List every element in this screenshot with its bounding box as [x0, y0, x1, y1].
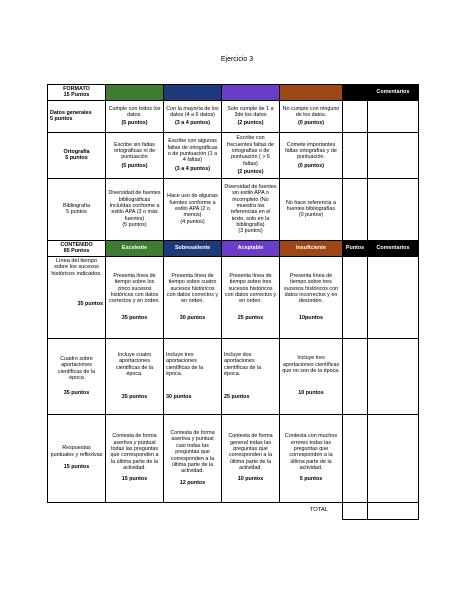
contenido-points: 85 Puntos	[63, 248, 90, 255]
formato-points: 15 Puntos	[63, 92, 90, 99]
level-points: 25 puntos	[237, 314, 264, 321]
level-text: Escribe sin faltas ortográficas ni de puntuación	[113, 141, 156, 161]
criterion-label: Línea del tiempo sobre los sucesos históricos indicados.	[51, 257, 102, 277]
criterion-cell	[48, 178, 106, 240]
criterion-points: 5 puntos	[65, 155, 88, 162]
level-points: (3 a 4 puntos)	[174, 120, 211, 127]
level-cell	[222, 100, 280, 132]
level-cell	[222, 132, 280, 178]
table-row	[48, 100, 419, 132]
level-text: Contesta de forma general todas las preguntas que corresponden a la última parte de la actividad.	[228, 433, 273, 472]
points-input-cell[interactable]	[343, 178, 368, 240]
table-row	[48, 338, 419, 414]
comment-input-cell[interactable]	[368, 256, 419, 338]
aceptable-header: Aceptable	[222, 240, 280, 256]
formato-comentarios-header: Comentarios	[368, 85, 419, 101]
total-comment-cell[interactable]	[368, 502, 419, 519]
level-cell	[222, 338, 280, 414]
page-title: Ejercicio 3	[220, 56, 254, 63]
level-text: Contesta de forma asertiva y puntual casi todas las preguntas que corresponden a la última parte de la actividad.	[170, 430, 215, 475]
table-row	[48, 178, 419, 240]
level-points: 10 puntos	[298, 390, 324, 397]
level-points: (5 puntos)	[121, 162, 148, 169]
formato-header-row	[48, 85, 419, 101]
sobresaliente-header: Sobresaliente	[164, 240, 222, 256]
level-cell	[280, 100, 343, 132]
points-input-cell[interactable]	[343, 256, 368, 338]
level-text: Incluye tres aportaciones científicas que no son de la época.	[282, 355, 340, 374]
level-text: Presenta línea de tiempo sobre tres sucesos históricos con datos incorrectos y en desorden.	[283, 272, 339, 305]
points-input-cell[interactable]	[343, 100, 368, 132]
level-cell	[106, 100, 164, 132]
level-text: Presenta línea de tiempo sobre tres sucesos históricos con datos correctos y en orden.	[224, 272, 277, 305]
level-cell	[106, 132, 164, 178]
level-points: 15 puntos	[121, 476, 148, 483]
criterion-points: 15 puntos	[63, 464, 90, 471]
level-points: (0 puntos)	[298, 212, 324, 219]
criterion-cell	[48, 132, 106, 178]
aceptable-color-cell	[222, 85, 280, 101]
comment-input-cell[interactable]	[368, 338, 419, 414]
level-points: (3 a 4 puntos)	[174, 165, 211, 172]
criterion-points: 35 puntos	[77, 301, 103, 308]
table-row	[48, 132, 419, 178]
level-text: Incluye tres aportaciones científicas de la época.	[166, 352, 204, 378]
level-text: Cumple con todos los datos.	[108, 105, 161, 119]
level-cell	[106, 256, 164, 338]
points-input-cell[interactable]	[343, 414, 368, 502]
level-cell	[164, 414, 222, 502]
level-points: (0 puntos)	[297, 162, 325, 169]
sobresaliente-color-cell	[164, 85, 222, 101]
level-points: (3 puntos)	[238, 228, 263, 235]
level-cell	[280, 414, 343, 502]
comment-input-cell[interactable]	[368, 414, 419, 502]
level-text: No hace referencia a fuentes bibliografías	[285, 199, 337, 213]
points-input-cell[interactable]	[343, 132, 368, 178]
level-text: Contesta con muchos errores todas las preguntas que corresponden a la última parte de la actividad.	[284, 433, 338, 472]
criterion-cell	[48, 100, 106, 132]
insuficiente-header: Insuficiente	[280, 240, 343, 256]
level-points: (2 puntos)	[237, 169, 264, 175]
comment-input-cell[interactable]	[368, 132, 419, 178]
criterion-points: 5 puntos	[66, 209, 87, 216]
criterion-label: Respuestas puntuales y reflexivas	[50, 445, 103, 458]
level-text: Solo cumple de 1 a 3de los datos	[227, 105, 274, 119]
level-cell	[164, 132, 222, 178]
level-text: Comete importantes faltas ortografías y de puntuación.	[285, 141, 337, 161]
level-text: Presenta línea de tiempo sobre cuatro sucesos históricos con datos correctos y en orden.	[166, 272, 219, 305]
level-cell	[106, 338, 164, 414]
level-text: Hace uso de algunas fuentes conforme a estilo APA (2 o menos)	[167, 193, 218, 219]
level-points: 30 puntos	[166, 393, 192, 400]
total-points-cell[interactable]	[343, 502, 368, 519]
formato-label: FORMATO	[63, 86, 90, 92]
level-text: Diversidad de fuentes bibliográficas Incluídas conforme a estilo APA (3 o más fuentes)	[108, 190, 161, 222]
criterion-cell	[48, 338, 106, 414]
contenido-header-row	[48, 240, 419, 256]
level-points: (0 puntos)	[297, 120, 325, 127]
level-cell	[280, 178, 343, 240]
puntos-header: Puntos	[343, 240, 368, 256]
level-cell	[280, 256, 343, 338]
level-text: No cumple con ninguno de los datos.	[282, 105, 340, 119]
level-cell	[106, 178, 164, 240]
level-points: (2 puntos)	[237, 120, 264, 127]
criterion-label: Datos generales	[50, 109, 92, 116]
level-cell	[280, 338, 343, 414]
rubric-table	[47, 84, 419, 520]
criterion-label: Bibliografía	[63, 202, 90, 209]
comment-input-cell[interactable]	[368, 178, 419, 240]
puntos-color-cell	[343, 85, 368, 101]
level-cell	[222, 178, 280, 240]
level-points: (4 puntos)	[180, 218, 205, 225]
contenido-comentarios-header: Comentarios	[368, 240, 419, 256]
level-text: Escribe con frecuentes faltas de ortografías o de puntuación ( > 5 faltas)	[226, 135, 275, 167]
points-input-cell[interactable]	[343, 338, 368, 414]
criterion-label: Ortografía	[63, 148, 90, 155]
level-text: Incluye cuatro aportaciones científicas de la época.	[115, 352, 154, 378]
criterion-cell	[48, 414, 106, 502]
criterion-label: Cuadro sobre aportaciones científicas de la época	[57, 356, 96, 382]
level-points: 35 puntos	[121, 314, 148, 321]
level-points: 5 puntos	[299, 476, 323, 483]
level-text: Contesta de forma asertiva y puntual todas las preguntas que corresponden a la última parte de la actividad.	[110, 433, 159, 472]
total-row	[48, 502, 419, 519]
level-cell	[280, 132, 343, 178]
comment-input-cell[interactable]	[368, 100, 419, 132]
level-cell	[106, 414, 164, 502]
level-points: 12 puntos	[179, 479, 206, 486]
criterion-points: 5 puntos	[50, 116, 73, 123]
level-points: (5 puntos)	[121, 120, 148, 127]
contenido-label: CONTENIDO	[60, 241, 93, 248]
level-points: 25 puntos	[224, 393, 250, 400]
level-text: Diversidad de fuentes sin estilo APA o incompleto (No muestra las referencias en el texto, solo en la bibliografía)	[224, 183, 277, 228]
criterion-cell	[48, 256, 106, 338]
level-cell	[222, 256, 280, 338]
level-cell	[222, 414, 280, 502]
insuficiente-color-cell	[280, 85, 343, 101]
contenido-header-cell	[48, 240, 106, 256]
level-points: 10 puntos	[237, 476, 264, 483]
level-points: 35 puntos	[121, 393, 148, 400]
level-text: Presenta línea de tiempo sobre los cinco sucesos históricos con datos correctos y en orden.	[109, 272, 160, 305]
excelente-header: Excelente	[106, 240, 164, 256]
excelente-color-cell	[106, 85, 164, 101]
level-text: Escribe con algunas faltas de ortográficas o de puntuación (1 a 4 faltas)	[167, 138, 218, 164]
level-text: Con la mayoría de los datos (4 a 6 datos)	[166, 105, 219, 119]
level-cell	[164, 256, 222, 338]
criterion-points: 35 puntos	[63, 389, 90, 396]
formato-header-cell	[48, 85, 106, 101]
level-cell	[164, 100, 222, 132]
table-row	[48, 414, 419, 502]
level-text: Incluye dos aportaciones científicas de la época.	[224, 352, 262, 378]
level-points: 30 puntos	[179, 314, 206, 321]
level-points: (5 puntos)	[122, 222, 147, 228]
level-cell	[164, 178, 222, 240]
table-row	[48, 256, 419, 338]
total-label: TOTAL	[309, 507, 328, 514]
level-cell	[164, 338, 222, 414]
level-points: 10puntos	[299, 314, 323, 321]
